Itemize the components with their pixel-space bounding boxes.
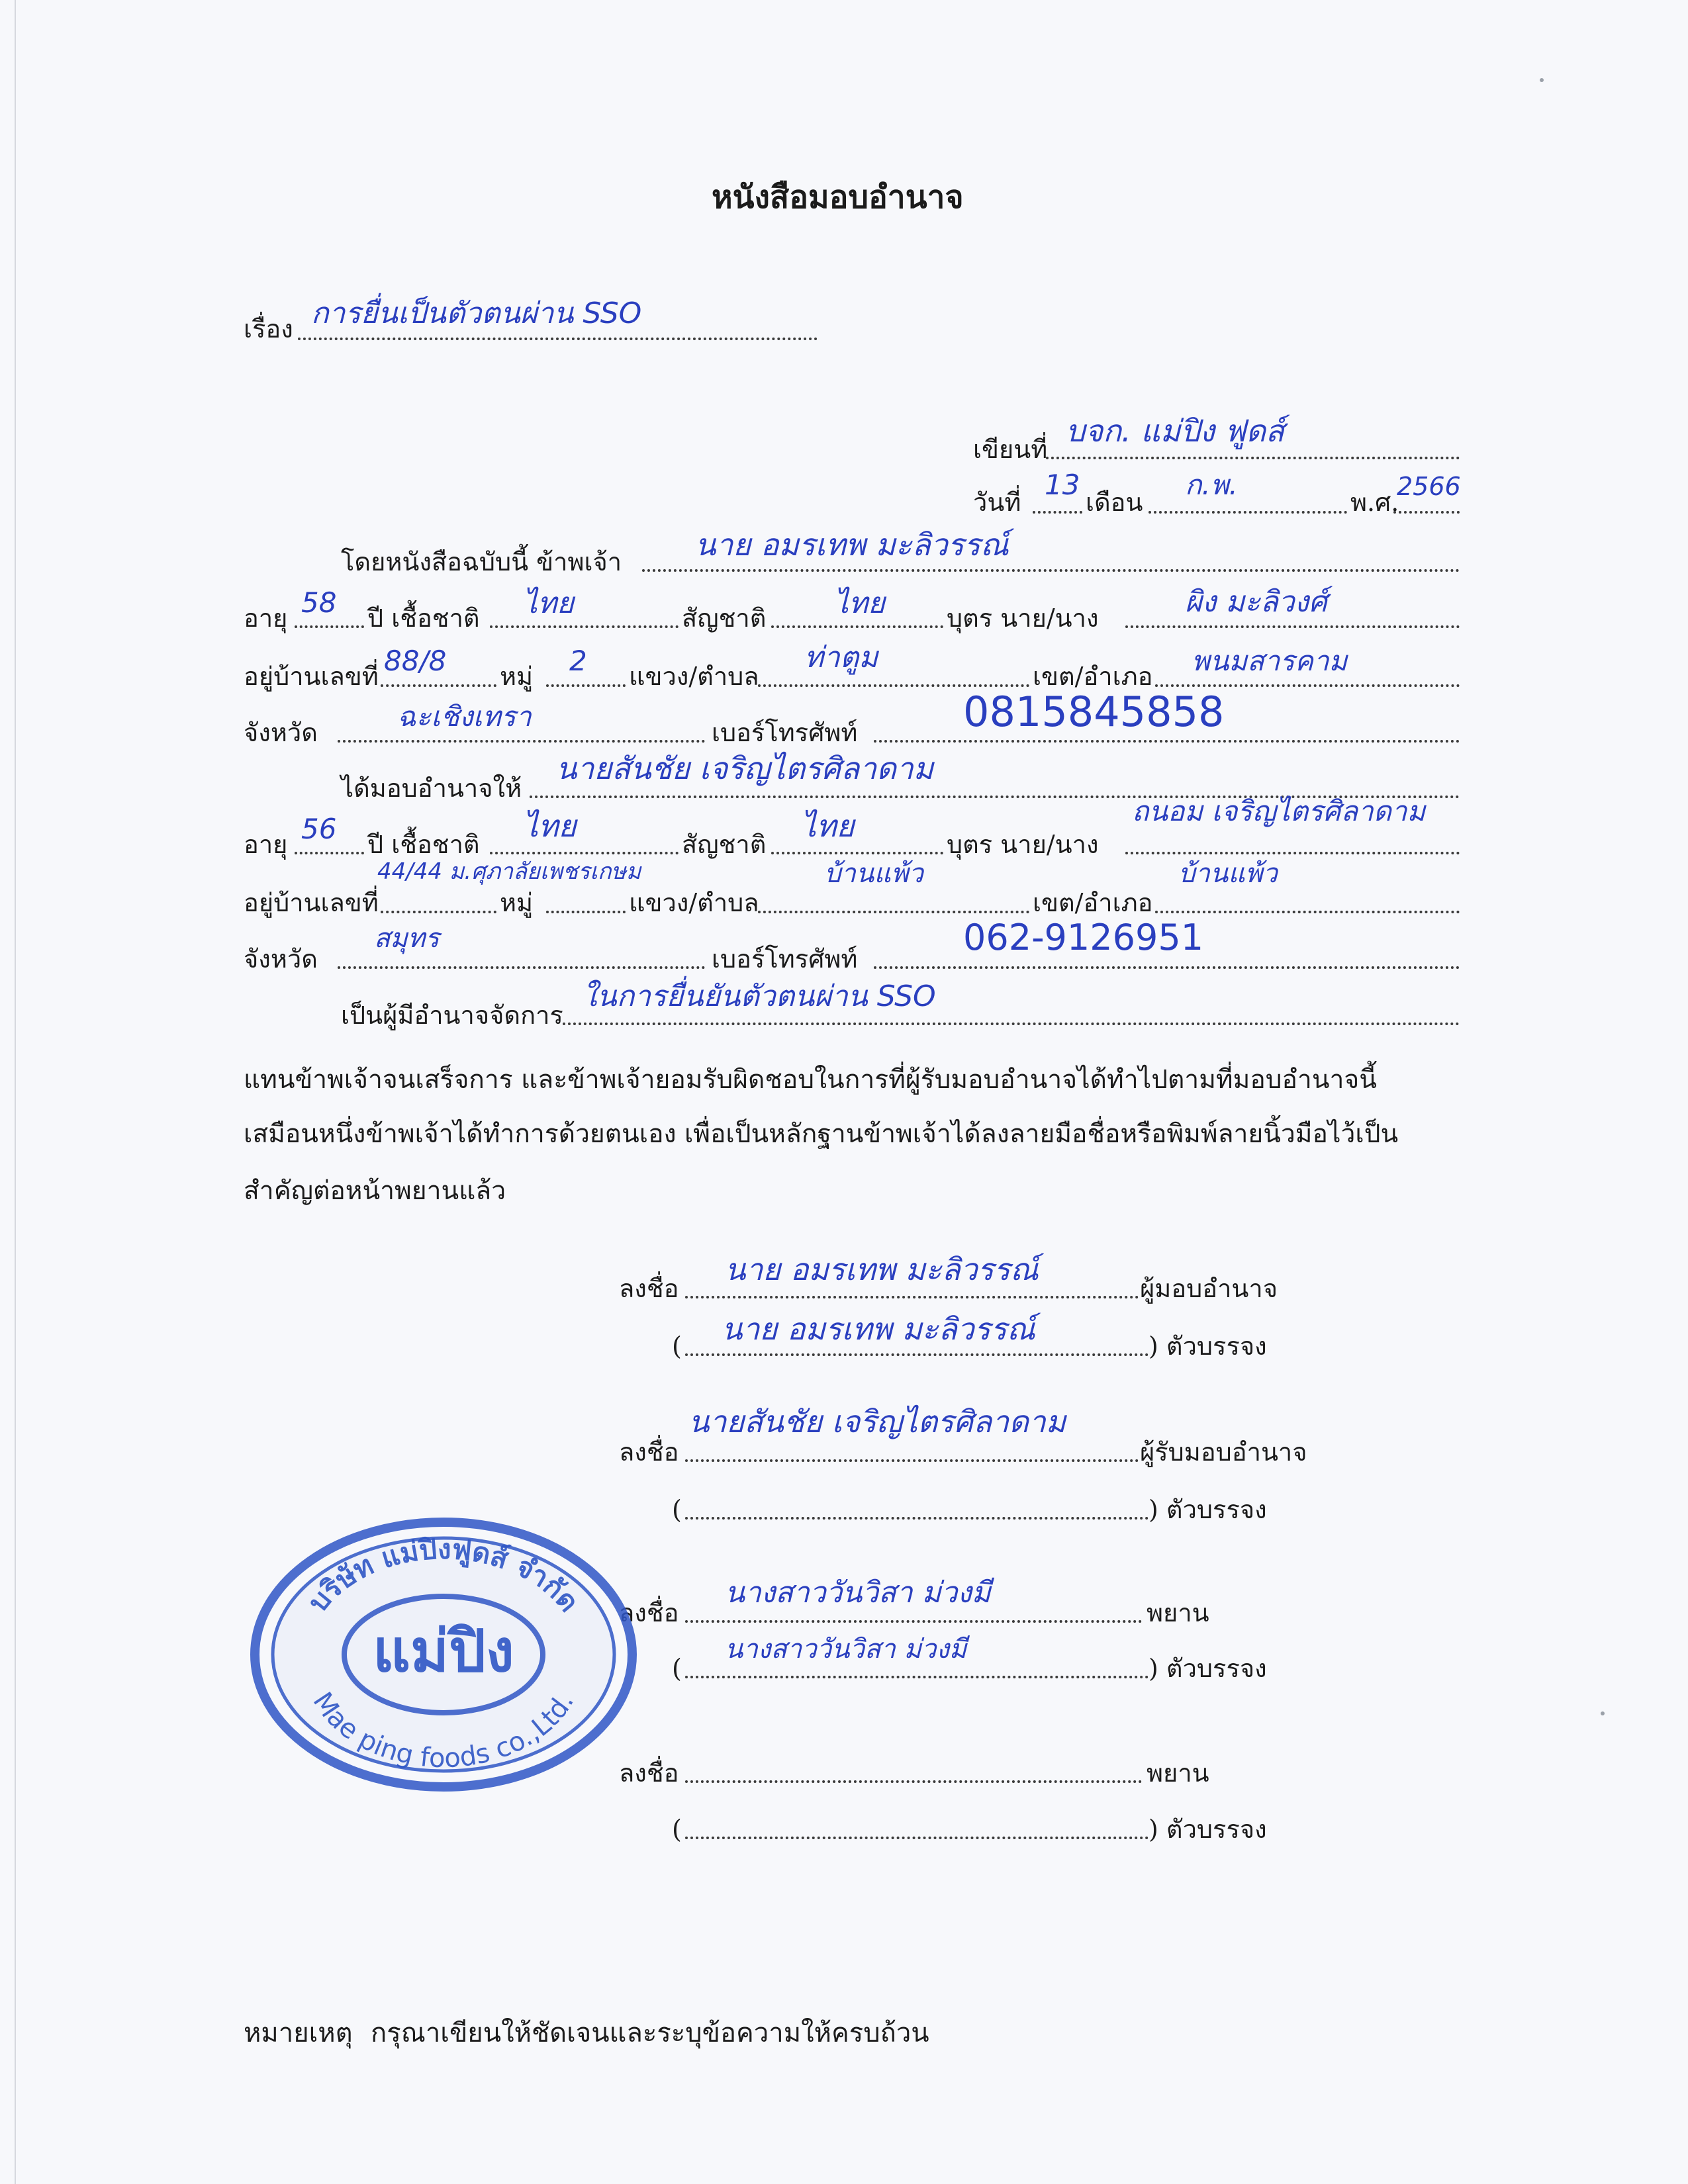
grantee-subdistrict-line — [758, 911, 1029, 913]
grantee-house-label: อยู่บ้านเลขที่ — [244, 888, 379, 917]
grantee-district[interactable]: บ้านแพ้ว — [1178, 858, 1278, 889]
year-label: พ.ศ. — [1350, 488, 1399, 517]
grantor-parent-label: บุตร นาย/นาง — [947, 604, 1099, 633]
grantor-subdistrict-line — [758, 684, 1029, 687]
authority-value[interactable]: ในการยื่นยันตัวตนผ่าน SSO — [583, 979, 936, 1013]
scan-speck — [1540, 78, 1544, 82]
grantee-intro-label: ได้มอบอำนาจให้ — [341, 774, 522, 803]
grantor-province-label: จังหวัด — [244, 718, 318, 747]
grantee-district-label: เขต/อำเภอ — [1033, 888, 1153, 917]
grantee-phone-line — [874, 966, 1460, 969]
signature-line — [685, 1459, 1139, 1462]
grantee-subdistrict-label: แขวง/ตำบล — [629, 888, 759, 917]
stamp-bottom-text: Mae ping foods co.,Ltd. — [306, 1686, 581, 1774]
grantee-age-line — [295, 852, 364, 854]
grantor-age-label: อายุ — [244, 604, 288, 633]
witness1-printed-name[interactable]: นางสาววันวิสา ม่วงมี — [725, 1634, 967, 1664]
sign-label: ลงชื่อ — [619, 1437, 679, 1467]
signature-role: พยาน — [1147, 1598, 1209, 1627]
grantee-province-label: จังหวัด — [244, 944, 318, 974]
sign-label: ลงชื่อ — [619, 1598, 679, 1627]
page-edge — [15, 0, 16, 2184]
written-at-label: เขียนที่ — [973, 435, 1048, 464]
authority-line — [563, 1023, 1460, 1025]
subject-value[interactable]: การยื่นเป็นตัวตนผ่าน SSO — [311, 296, 642, 330]
grantor-name[interactable]: นาย อมรเทพ มะลิวรรณ์ — [695, 527, 1009, 563]
grantee-parent-line — [1125, 852, 1460, 854]
grantee-age-label: อายุ — [244, 830, 288, 859]
grantee-house-line — [381, 911, 496, 913]
witness1-signature[interactable]: นางสาววันวิสา ม่วงมี — [725, 1576, 991, 1610]
open-paren: ( — [672, 1332, 682, 1361]
body-line: แทนข้าพเจ้าจนเสร็จการ และข้าพเจ้ายอมรับผิดชอบในการที่ผู้รับมอบอำนาจได้ทำไปตามที่มอบอำนาจนี้ — [244, 1065, 1377, 1095]
printed-name-line — [685, 1676, 1149, 1678]
stamp-top-text: บริษัท แม่ปิงฟูดส์ จำกัด — [301, 1532, 586, 1618]
signature-role: พยาน — [1147, 1758, 1209, 1788]
grantee-subdistrict[interactable]: บ้านแพ้ว — [824, 858, 923, 889]
printed-name-line — [685, 1517, 1149, 1520]
grantor-moo[interactable]: 2 — [569, 645, 587, 677]
grantee-nationality[interactable]: ไทย — [801, 808, 855, 844]
grantee-signature[interactable]: นายสันชัย เจริญไตรศิลาดาม — [688, 1404, 1066, 1439]
grantor-printed-name[interactable]: นาย อมรเทพ มะลิวรรณ์ — [722, 1311, 1035, 1347]
signature-line — [685, 1296, 1139, 1298]
grantor-race-line — [490, 625, 679, 628]
grantor-moo-line — [546, 684, 626, 687]
grantee-nationality-line — [771, 852, 943, 854]
grantor-nationality-label: สัญชาติ — [682, 604, 767, 633]
grantor-intro-label: โดยหนังสือฉบับนี้ ข้าพเจ้า — [341, 547, 622, 576]
grantor-subdistrict-label: แขวง/ตำบล — [629, 662, 759, 691]
grantor-nationality-line — [771, 625, 943, 628]
printed-name-line — [685, 1837, 1149, 1839]
grantee-district-line — [1155, 911, 1460, 913]
month-value[interactable]: ก.พ. — [1185, 469, 1238, 501]
printed-suffix: ) ตัวบรรจง — [1149, 1654, 1267, 1683]
signature-line — [685, 1620, 1142, 1623]
signature-line — [685, 1780, 1142, 1783]
sign-label: ลงชื่อ — [619, 1758, 679, 1788]
grantor-subdistrict[interactable]: ท่าตูม — [804, 641, 878, 674]
grantee-house-no[interactable]: 44/44 ม.ศุภาลัยเพชรเกษม — [377, 858, 641, 885]
subject-label: เรื่อง — [244, 314, 293, 343]
day-line — [1033, 511, 1082, 514]
grantor-age-line — [295, 625, 364, 628]
day-label: วันที่ — [973, 488, 1021, 517]
grantor-parent[interactable]: ผิง มะลิวงศ์ — [1185, 585, 1327, 619]
grantor-district-line — [1155, 684, 1460, 687]
grantor-province-line — [338, 740, 705, 743]
printed-suffix: ) ตัวบรรจง — [1149, 1815, 1267, 1844]
year-value[interactable]: 2566 — [1397, 472, 1461, 501]
note-text: กรุณาเขียนให้ชัดเจนและระบุข้อความให้ครบถ้วน — [371, 2018, 929, 2048]
signature-role: ผู้มอบอำนาจ — [1140, 1274, 1278, 1303]
grantor-phone-line — [874, 740, 1460, 743]
authority-label: เป็นผู้มีอำนาจจัดการ — [341, 1001, 563, 1030]
subject-line — [298, 338, 818, 340]
grantor-parent-line — [1125, 625, 1460, 628]
open-paren: ( — [672, 1495, 682, 1524]
open-paren: ( — [672, 1654, 682, 1683]
printed-name-line — [685, 1353, 1149, 1356]
grantee-race-line — [490, 852, 679, 854]
grantor-moo-label: หมู่ — [500, 662, 534, 691]
month-line — [1149, 511, 1347, 514]
grantor-district[interactable]: พนมสารคาม — [1192, 645, 1348, 677]
grantor-race[interactable]: ไทย — [523, 586, 574, 620]
grantee-moo-line — [546, 911, 626, 913]
grantee-province[interactable]: สมุทร — [374, 923, 440, 954]
grantor-signature[interactable]: นาย อมรเทพ มะลิวรรณ์ — [725, 1251, 1039, 1287]
month-label: เดือน — [1086, 488, 1143, 517]
grantee-moo-label: หมู่ — [500, 888, 534, 917]
grantor-district-label: เขต/อำเภอ — [1033, 662, 1153, 691]
grantor-phone[interactable]: 0815845858 — [963, 688, 1225, 736]
grantor-province[interactable]: ฉะเชิงเทรา — [397, 700, 532, 733]
grantee-parent-label: บุตร นาย/นาง — [947, 830, 1099, 859]
note-label: หมายเหตุ — [244, 2018, 353, 2048]
sign-label: ลงชื่อ — [619, 1274, 679, 1303]
body-line: สำคัญต่อหน้าพยานแล้ว — [244, 1176, 506, 1206]
grantee-race-label: ปี เชื้อชาติ — [367, 830, 480, 859]
scan-speck — [1601, 1711, 1605, 1715]
grantee-age[interactable]: 56 — [301, 813, 337, 845]
signature-role: ผู้รับมอบอำนาจ — [1140, 1437, 1307, 1467]
grantee-parent[interactable]: ถนอม เจริญไตรศิลาดาม — [1132, 795, 1426, 827]
grantee-race[interactable]: ไทย — [523, 808, 577, 844]
day-value[interactable]: 13 — [1045, 469, 1080, 501]
grantee-phone-label: เบอร์โทรศัพท์ — [712, 944, 858, 974]
written-at-line — [1046, 457, 1460, 459]
grantor-race-label: ปี เชื้อชาติ — [367, 604, 480, 633]
grantor-nationality[interactable]: ไทย — [834, 586, 885, 620]
open-paren: ( — [672, 1815, 682, 1844]
written-at-value[interactable]: บจก. แม่ปิง ฟูดส์ — [1066, 413, 1285, 449]
printed-suffix: ) ตัวบรรจง — [1149, 1332, 1267, 1361]
grantor-phone-label: เบอร์โทรศัพท์ — [712, 718, 858, 747]
grantor-age[interactable]: 58 — [301, 586, 337, 619]
grantor-name-line — [642, 569, 1460, 572]
grantee-province-line — [338, 966, 705, 969]
grantor-house-line — [381, 684, 496, 687]
year-line — [1393, 511, 1460, 514]
body-line: เสมือนหนึ่งข้าพเจ้าได้ทำการด้วยตนเอง เพื่อเป็นหลักฐานข้าพเจ้าได้ลงลายมือชื่อหรือพิมพ์ลายนิ้วมือไว้เป็น — [244, 1119, 1399, 1149]
grantee-nationality-label: สัญชาติ — [682, 830, 767, 859]
grantor-house-no[interactable]: 88/8 — [384, 645, 447, 677]
grantee-phone[interactable]: 062-9126951 — [963, 917, 1204, 958]
grantor-house-label: อยู่บ้านเลขที่ — [244, 662, 379, 691]
printed-suffix: ) ตัวบรรจง — [1149, 1495, 1267, 1524]
stamp-center-text: แม่ปิง — [373, 1617, 514, 1685]
grantee-name[interactable]: นายสันชัย เจริญไตรศิลาดาม — [556, 751, 934, 786]
company-stamp — [245, 1512, 642, 1797]
document-title: หนังสือมอบอำนาจ — [712, 179, 964, 216]
